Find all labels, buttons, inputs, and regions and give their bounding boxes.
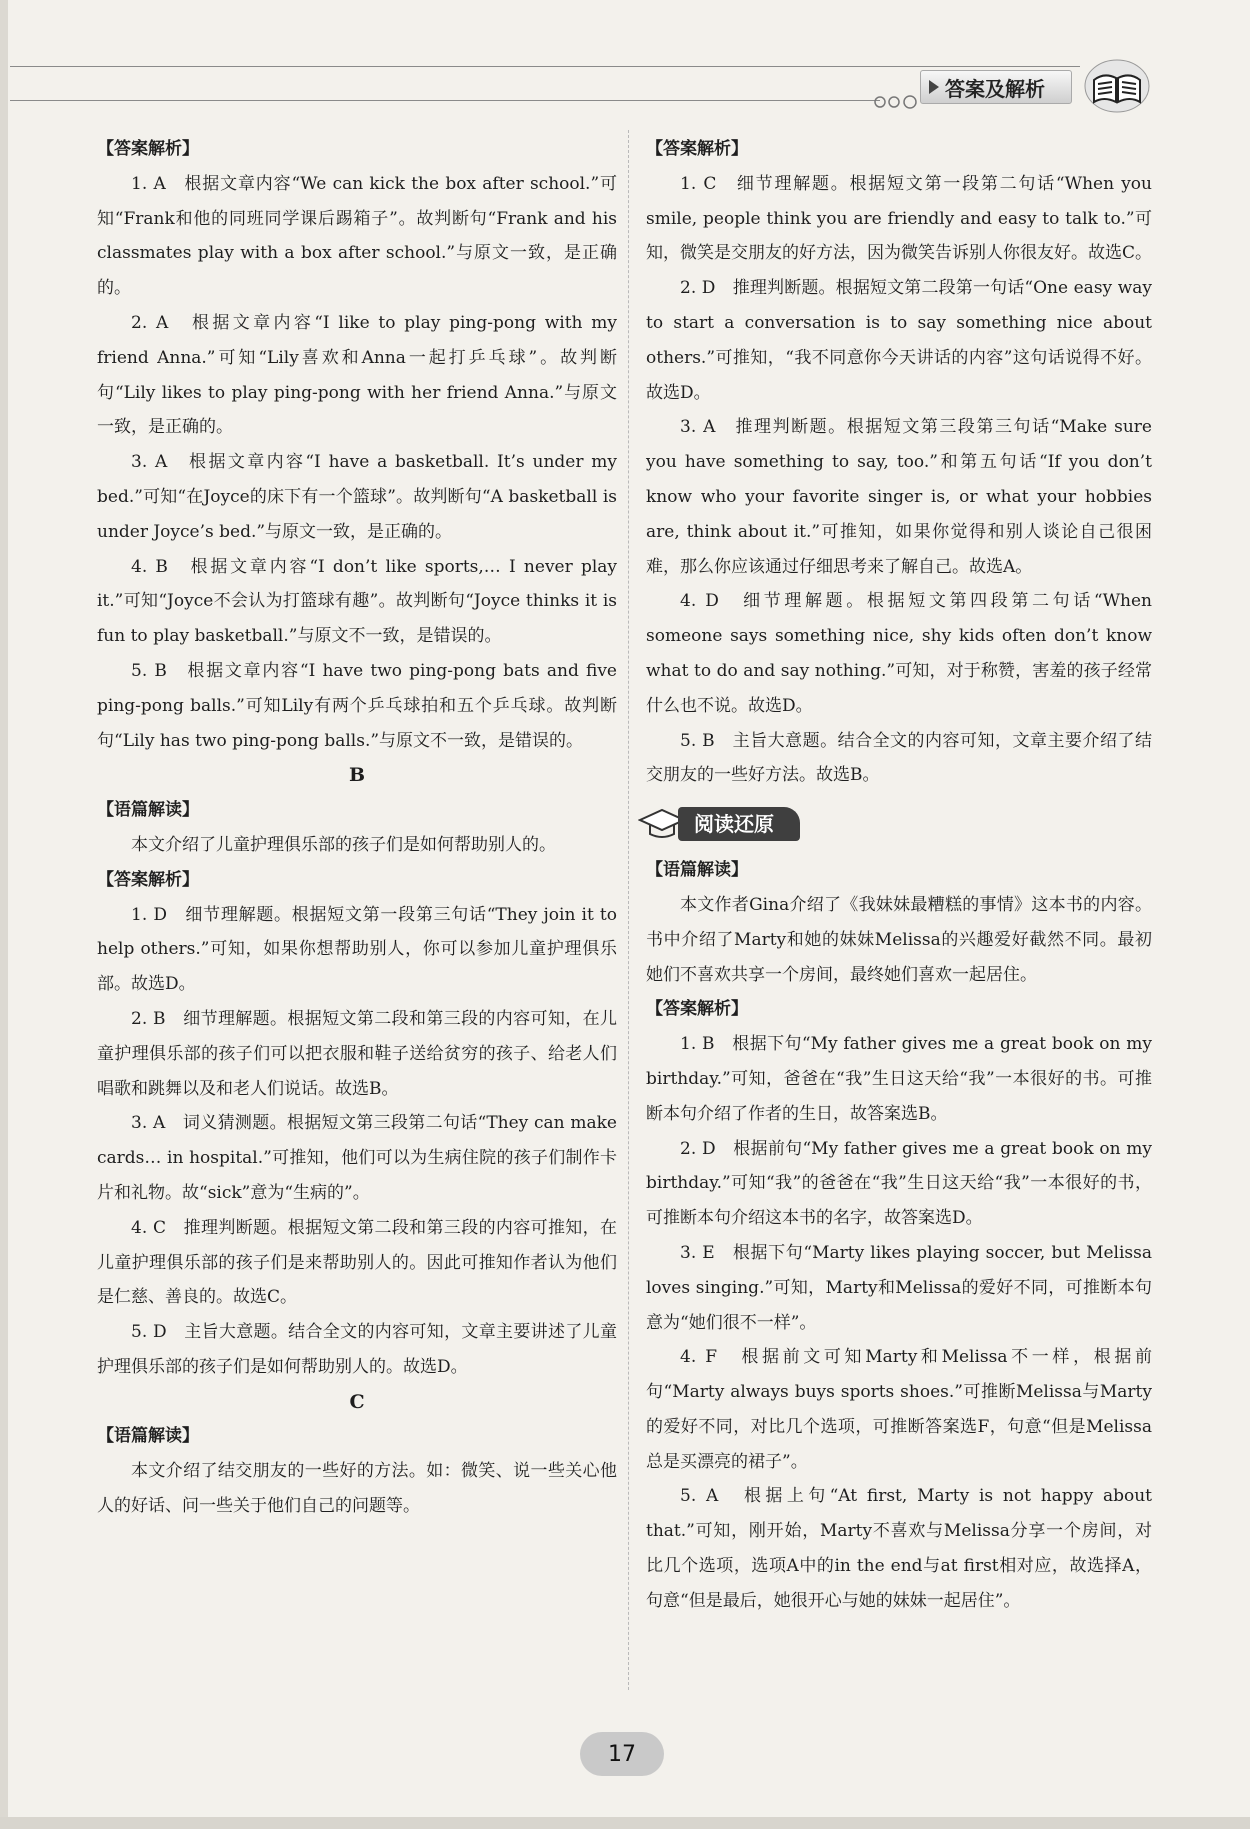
answer-item: 2. D 根据前句“My father gives me a great book on my birthday.”可知“我”的爸爸在“我”生日这天给“我”一本很好的书，可推断本句介绍这本书的名字，故答案选D。 <box>646 1138 1152 1229</box>
answer-item: 4. B 根据文章内容“I don’t like sports,… I never play it.”可知“Joyce不会认为打篮球有趣”。故判断句“Joyce thinks it is fun to play basketball.”与原文不一致，是错误的。 <box>97 556 617 647</box>
header-rule-top <box>10 66 1080 67</box>
answer-item: 2. A 根据文章内容“I like to play ping-pong with my friend Anna.”可知“Lily喜欢和Anna一起打乒乓球”。故判断句“Lily likes to play ping-pong with her friend Anna.”与原文一致，是正确的。 <box>97 312 617 438</box>
answer-analysis-label: 【答案解析】 <box>97 869 199 890</box>
answer-item: 4. D 细节理解题。根据短文第四段第二句话“When someone says something nice, shy kids often don’t know what to do and say nothing.”可知，对于称赞，害羞的孩子经常什么也不说。故选D。 <box>646 591 1152 716</box>
reading-interpretation-text: 本文作者Gina介绍了《我妹妹最糟糕的事情》这本书的内容。书中介绍了Marty和她的妹妹Melissa的兴趣爱好截然不同。最初她们不喜欢共享一个房间，最终她们喜欢一起居住。 <box>646 894 1152 985</box>
section-heading-c: C <box>349 1390 365 1413</box>
book-logo-icon <box>1082 58 1152 114</box>
reading-interpretation-label: 【语篇解读】 <box>646 860 748 881</box>
page-bottom-edge <box>0 1817 1250 1829</box>
answer-item: 2. D 推理判断题。根据短文第二段第一句话“One easy way to start a conversation is to say something nice about others.”可推知，“我不同意你今天讲话的内容”这句话说得不好。故选D。 <box>646 278 1152 403</box>
reading-interpretation-text: 本文介绍了结交朋友的一些好的方法。如：微笑、说一些关心他人的好话、问一些关于他们自己的问题等。 <box>97 1461 617 1517</box>
reading-interpretation-label: 【语篇解读】 <box>97 1426 199 1447</box>
reading-restore-banner <box>638 801 1152 847</box>
left-column <box>97 132 617 1524</box>
column-divider <box>628 130 629 1690</box>
answer-item: 5. B 主旨大意题。结合全文的内容可知，文章主要介绍了结交朋友的一些好方法。故选B。 <box>646 730 1152 786</box>
page-number: 17 <box>580 1732 664 1776</box>
play-arrow-icon <box>929 80 939 94</box>
answer-analysis-label: 【答案解析】 <box>97 139 199 159</box>
reading-interpretation-label: 【语篇解读】 <box>97 800 199 821</box>
section-heading-b: B <box>348 764 366 787</box>
answer-item: 1. B 根据下句“My father gives me a great book on my birthday.”可知，爸爸在“我”生日这天给“我”一本很好的书。可推断本句介绍了作者的生日，故答案选B。 <box>646 1034 1152 1124</box>
answer-item: 4. F 根据前文可知Marty和Melissa不一样，根据前句“Marty always buys sports shoes.”可推断Melissa与Marty的爱好不同，对比几个选项，可推断答案选F，句意“但是Melissa总是买漂亮的裙子”。 <box>646 1347 1152 1472</box>
answer-item: 2. B 细节理解题。根据短文第二段和第三段的内容可知，在儿童护理俱乐部的孩子们可以把衣服和鞋子送给贫穷的孩子、给老人们唱歌和跳舞以及和老人们说话。故选B。 <box>97 1008 617 1099</box>
answer-item: 1. A 根据文章内容“We can kick the box after school.”可知“Frank和他的同班同学课后踢箱子”。故判断句“Frank and his classmates play with a box after school.”与原文一致，是正确的。 <box>97 173 617 299</box>
answer-item: 5. A 根据上句“At first, Marty is not happy about that.”可知，刚开始，Marty不喜欢与Melissa分享一个房间，对比几个选项，选项A中的in the end与at first相对应，故选择A，句意“但是最后，她很开心与她的妹妹一起居住”。 <box>646 1486 1152 1611</box>
answer-item: 3. A 推理判断题。根据短文第三段第三句话“Make sure you have something to say, too.”和第五句话“If you don’t know who your favorite singer is, or what your hobbies are, think about it.”可推知，如果你觉得和别人谈论自己很困难，那么你应该通过仔细思考来了解自己。故选A。 <box>646 417 1152 577</box>
answer-item: 1. C 细节理解题。根据短文第一段第二句话“When you smile, people think you are friendly and easy to talk to.”可知，微笑是交朋友的好方法，因为微笑告诉别人你很友好。故选C。 <box>646 173 1153 264</box>
header-rule-bottom <box>10 100 880 101</box>
answer-item: 3. A 词义猜测题。根据短文第三段第二句话“They can make cards… in hospital.”可推知，他们可以为生病住院的孩子们制作卡片和礼物。故“sick”意为“生病的”。 <box>97 1113 617 1203</box>
header-section-tab <box>920 70 1072 104</box>
answer-analysis-label: 【答案解析】 <box>646 999 748 1020</box>
answer-item: 4. C 推理判断题。根据短文第二段和第三段的内容可推知，在儿童护理俱乐部的孩子们是来帮助别人的。因此可推知作者认为他们是仁慈、善良的。故选C。 <box>97 1217 617 1308</box>
answer-item: 3. A 根据文章内容“I have a basketball. It’s under my bed.”可知“在Joyce的床下有一个篮球”。故判断句“A basketball is under Joyce’s bed.”与原文一致，是正确的。 <box>97 452 617 542</box>
reading-restore-title: 阅读还原 <box>678 807 800 841</box>
right-column <box>646 132 1152 1619</box>
answer-item: 5. B 根据文章内容“I have two ping-pong bats and five ping-pong balls.”可知Lily有两个乒乓球拍和五个乒乓球。故判断句“Lily has two ping-pong balls.”与原文不一致，是错误的。 <box>97 660 617 751</box>
answer-analysis-label: 【答案解析】 <box>646 139 748 159</box>
reading-interpretation-text: 本文介绍了儿童护理俱乐部的孩子们是如何帮助别人的。 <box>131 834 556 855</box>
page-edge <box>0 0 8 1829</box>
answer-item: 3. E 根据下句“Marty likes playing soccer, but Melissa loves singing.”可知，Marty和Melissa的爱好不同，可推断本句意为“她们很不一样”。 <box>646 1242 1152 1333</box>
header-section-title: 答案及解析 <box>945 76 1045 101</box>
answer-item: 5. D 主旨大意题。结合全文的内容可知，文章主要讲述了儿童护理俱乐部的孩子们是如何帮助别人的。故选D。 <box>97 1322 617 1377</box>
answer-item: 1. D 细节理解题。根据短文第一段第三句话“They join it to help others.”可知，如果你想帮助别人，你可以参加儿童护理俱乐部。故选D。 <box>97 904 617 995</box>
